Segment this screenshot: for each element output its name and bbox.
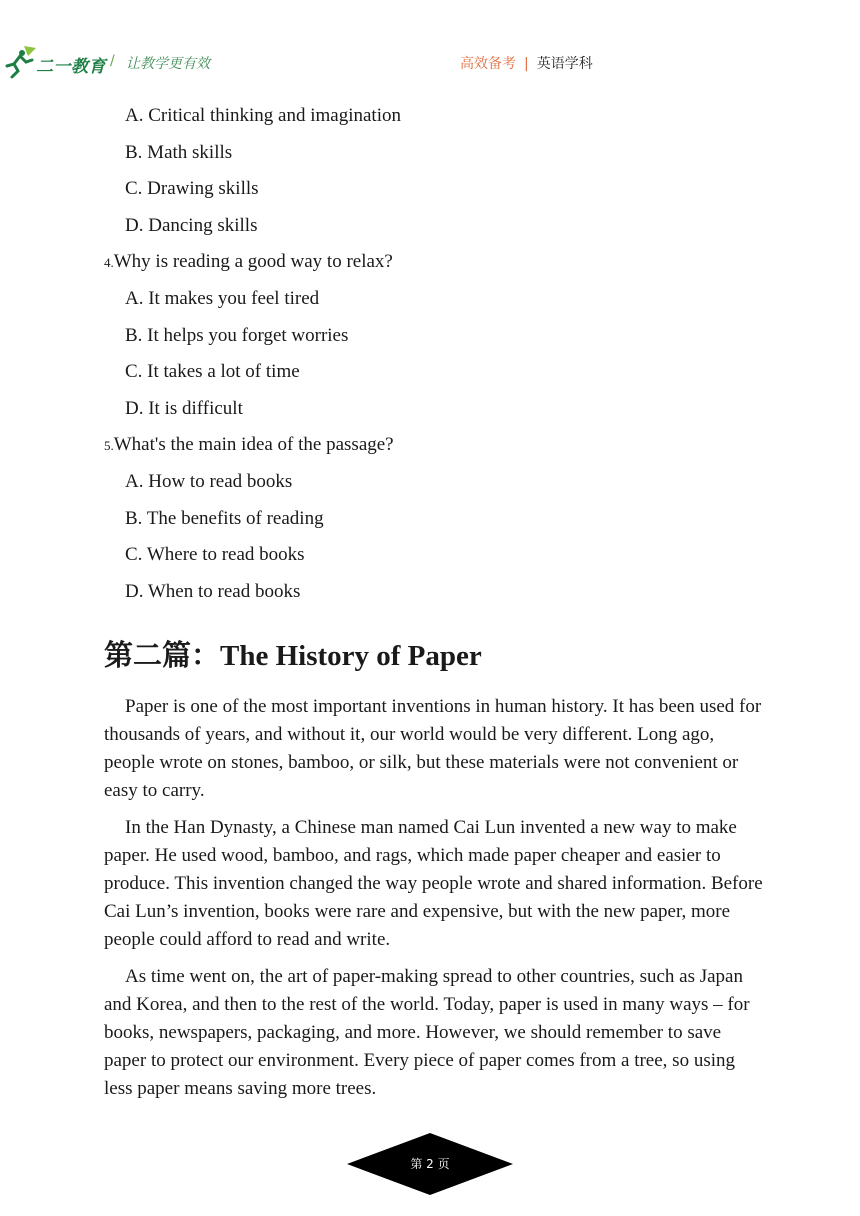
question-number: 5. <box>104 438 114 454</box>
option-item: D. When to read books <box>125 580 301 602</box>
brand-name: 二一教育 <box>36 57 106 77</box>
runner-logo-icon <box>4 44 38 80</box>
question-stem <box>104 430 764 467</box>
question-block <box>104 247 764 430</box>
option-item: C. Where to read books <box>125 544 305 566</box>
page-number: 第 2 页 <box>410 1157 450 1171</box>
header-separator: | <box>524 56 529 72</box>
option-item: B. The benefits of reading <box>125 507 324 529</box>
section-title: 第二篇：The History of Paper <box>104 640 482 673</box>
option-item: A. How to read books <box>125 470 293 492</box>
option-item: B. It helps you forget worries <box>125 324 349 346</box>
page-header <box>0 0 860 95</box>
document-body <box>104 101 764 1111</box>
header-subject <box>460 53 593 73</box>
option-item: D. It is difficult <box>125 397 243 419</box>
subject-label: 英语学科 <box>536 56 593 72</box>
option-item: B. Math skills <box>125 141 233 163</box>
option-item: A. It makes you feel tired <box>125 287 320 309</box>
page-footer <box>347 1133 513 1195</box>
option-item: C. Drawing skills <box>125 178 259 200</box>
brand-tagline: 让教学更有效 <box>126 56 210 72</box>
passage-paragraph: In the Han Dynasty, a Chinese man named Cai Lun invented a new way to make paper. He used wood, bamboo, and rags, which made paper cheaper and easier to produce. This invention changed the way people wrote and shared information. Before Cai Lun’s invention, books were rare and expensive, but with the new paper, more people could afford to read and write. <box>104 816 763 950</box>
passage-paragraph: As time went on, the art of paper-making spread to other countries, such as Japan and Korea, and then to the rest of the world. Today, paper is used in many ways – for books, newspapers, packaging, and more. However, we should remember to save paper to protect our environment. Every piece of paper comes from a tree, so using less paper means saving more trees. <box>104 965 750 1099</box>
question-text: Why is reading a good way to relax? <box>113 251 393 273</box>
question-number: 4. <box>104 255 114 271</box>
option-item: D. Dancing skills <box>125 214 258 236</box>
question-stem <box>104 247 764 284</box>
question-block <box>104 101 764 247</box>
passage-paragraph: Paper is one of the most important inventions in human history. It has been used for thousands of years, and without it, our world would be very different. Long ago, people wrote on stones, bamboo, or silk, but these materials were not convenient or easy to carry. <box>104 696 762 802</box>
question-block <box>104 430 764 613</box>
option-item: C. It takes a lot of time <box>125 361 300 383</box>
question-text: What's the main idea of the passage? <box>113 434 394 456</box>
option-item: A. Critical thinking and imagination <box>125 105 401 126</box>
exam-label: 高效备考 <box>460 56 516 72</box>
brand-divider: / <box>110 53 115 69</box>
